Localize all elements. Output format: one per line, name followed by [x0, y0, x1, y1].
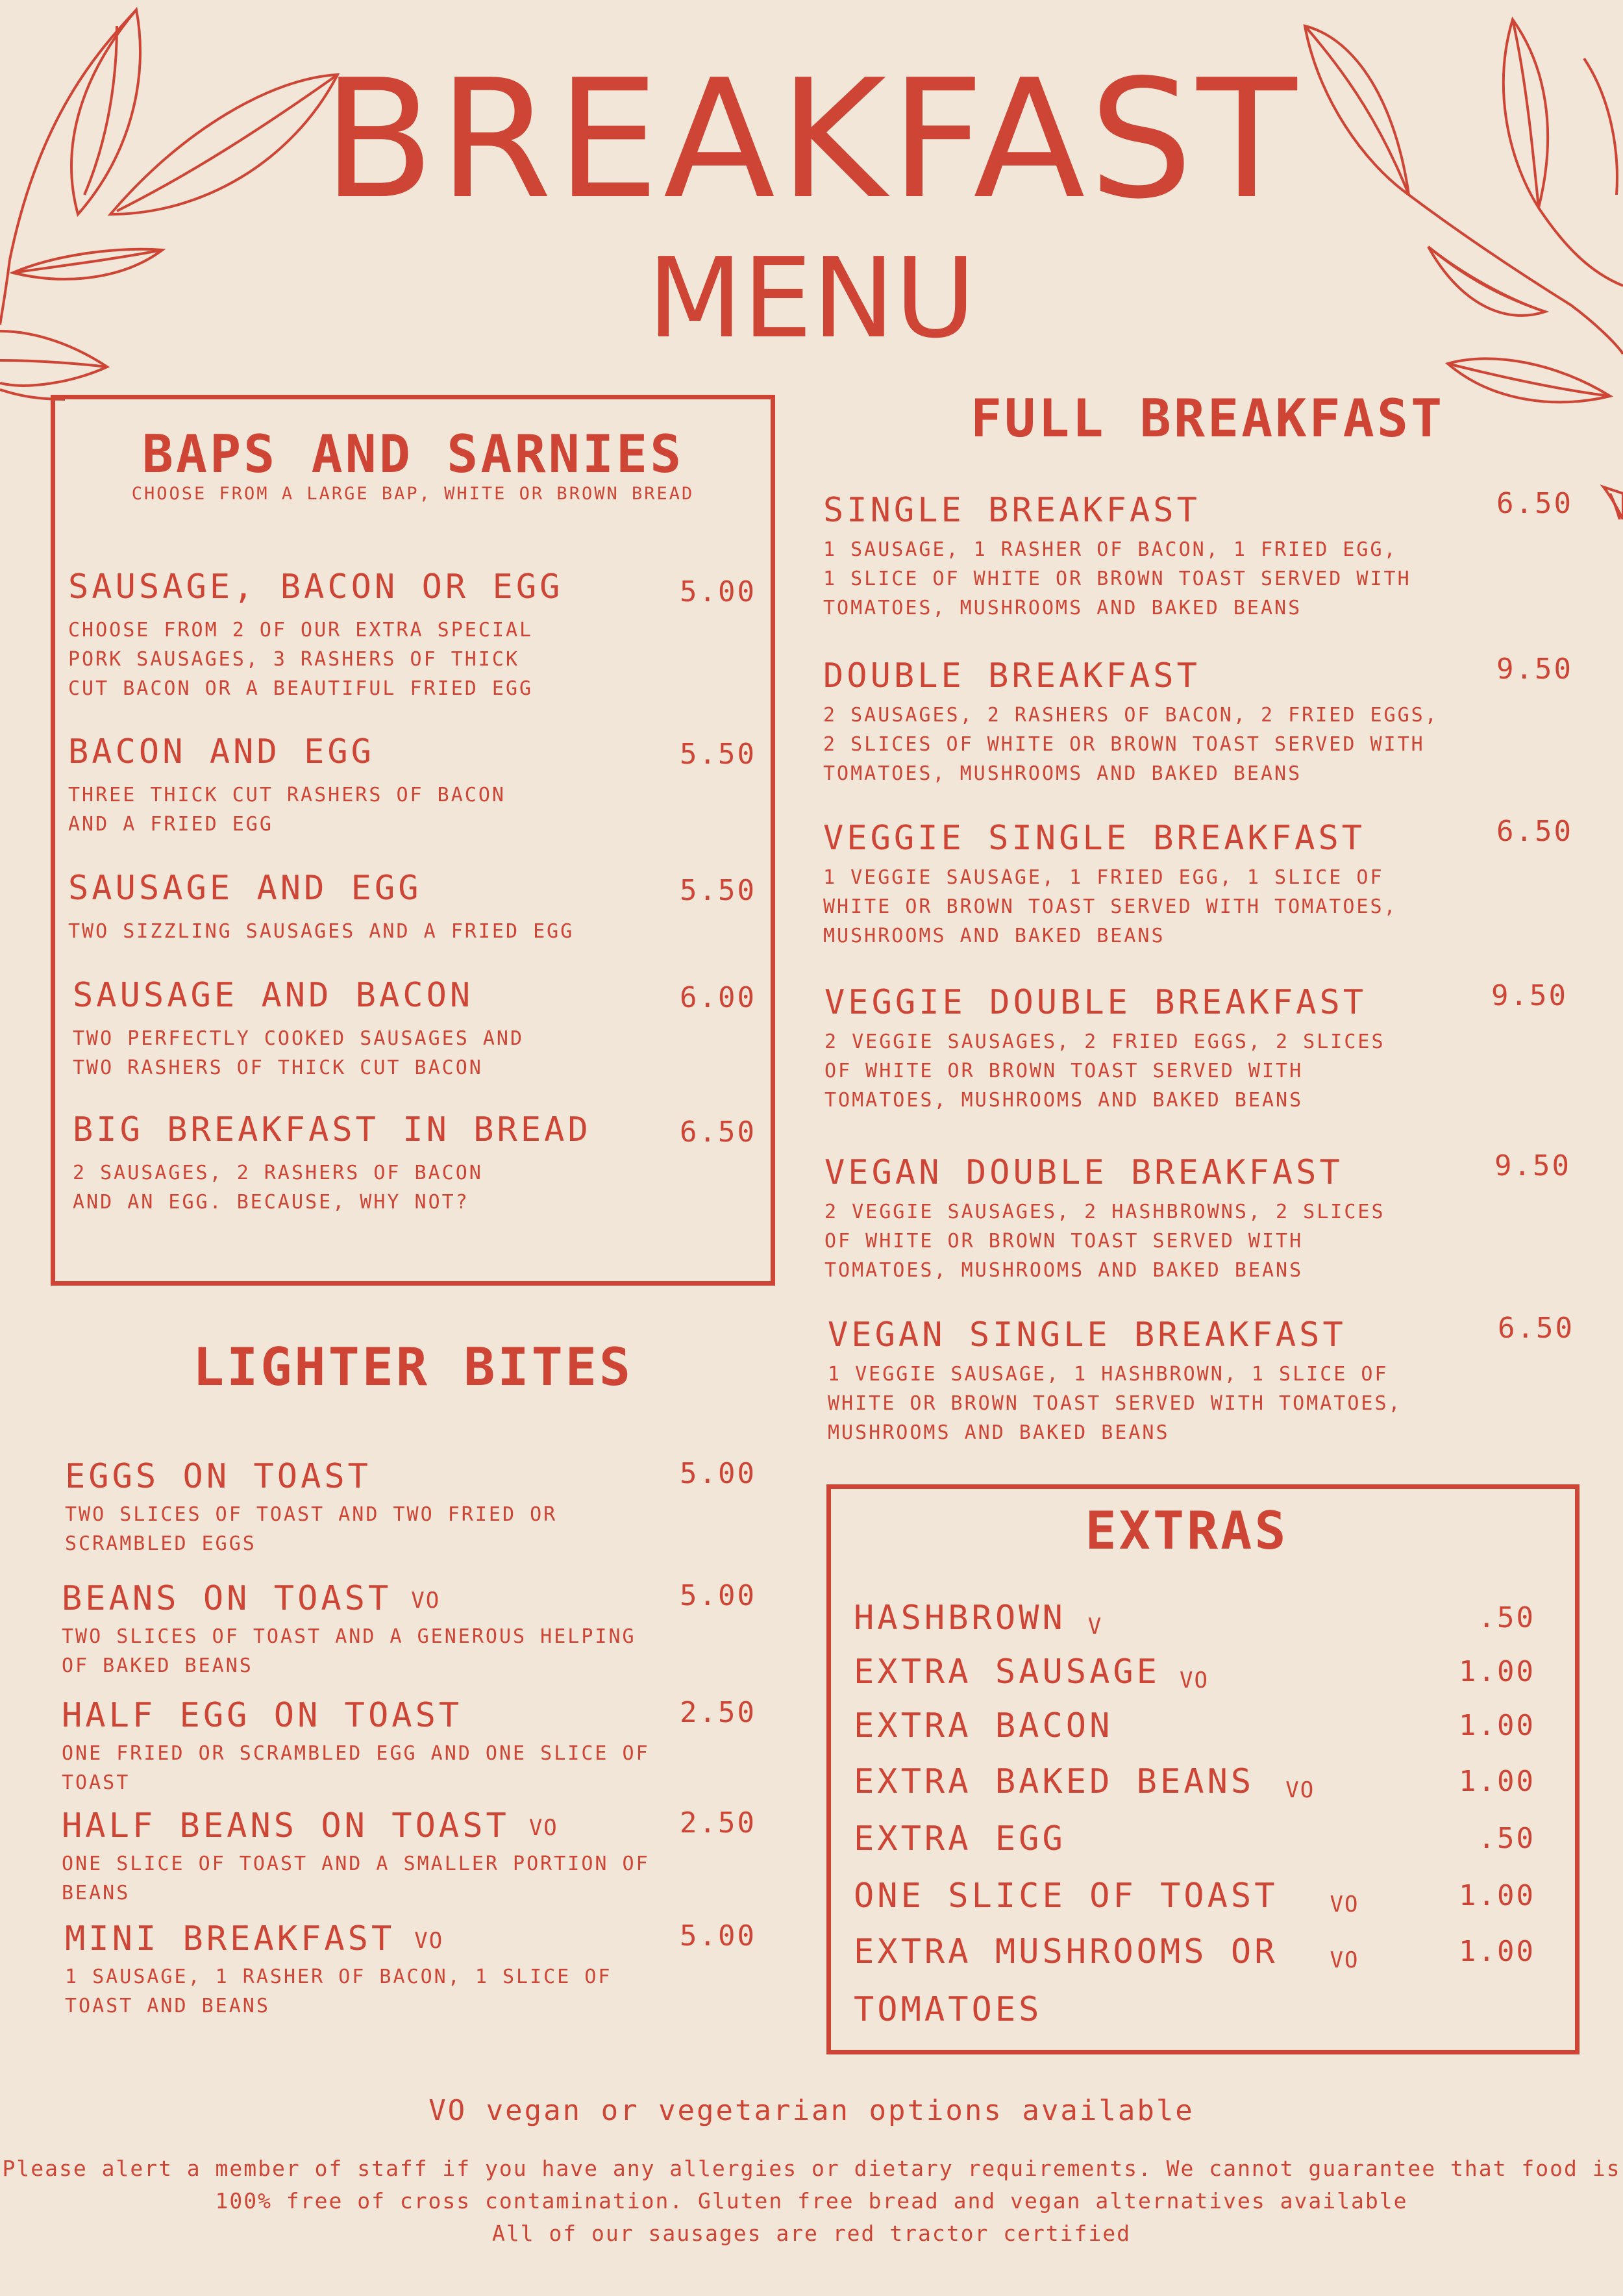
item-price: 1.00 [1459, 1655, 1535, 1688]
item-name: VEGAN SINGLE BREAKFAST [828, 1316, 1346, 1354]
item-name-text: MINI BREAKFAST [65, 1919, 395, 1958]
menu-subtitle: MENU [647, 234, 976, 363]
item-description: 2 VEGGIE SAUSAGES, 2 FRIED EGGS, 2 SLICES OF WHITE OR BROWN TOAST SERVED WITH TOMATOES, MUSHROOMS AND BAKED BEANS [824, 1030, 1385, 1112]
item-name: EXTRA SAUSAGE [854, 1653, 1160, 1691]
item-description: TWO SIZZLING SAUSAGES AND A FRIED EGG [68, 920, 575, 943]
item-description: 1 VEGGIE SAUSAGE, 1 HASHBROWN, 1 SLICE OF WHITE OR BROWN TOAST SERVED WITH TOMATOES, MUSHROOMS AND BAKED BEANS [828, 1363, 1402, 1444]
vo-tag: VO [411, 1588, 441, 1614]
item-name [65, 1457, 756, 1496]
vo-tag: VO [1285, 1777, 1315, 1803]
item-name: SINGLE BREAKFAST [823, 491, 1200, 530]
item-price: 6.50 [1496, 815, 1573, 848]
extras-item [854, 1879, 1535, 1917]
item-price: 1.00 [1459, 1765, 1535, 1798]
sausage-note: All of our sausages are red tractor certified [491, 2221, 1132, 2246]
full-item [824, 979, 1568, 1115]
lighter-item [62, 1696, 756, 1797]
item-description: 1 SAUSAGE, 1 RASHER OF BACON, 1 FRIED EGG, 1 SLICE OF WHITE OR BROWN TOAST SERVED WITH TOMATOES, MUSHROOMS AND BAKED BEANS [823, 538, 1411, 619]
item-name: EXTRA MUSHROOMS OR [854, 1932, 1278, 1971]
item-price: 6.50 [1498, 1312, 1574, 1345]
lighter-item [65, 1457, 756, 1558]
vo-note: VO vegan or vegetarian options available [428, 2094, 1195, 2127]
full-item [828, 1312, 1574, 1447]
item-description: ONE SLICE OF TOAST AND A SMALLER PORTION OF BEANS [62, 1853, 650, 1904]
vo-tag: VO [1330, 1891, 1359, 1917]
item-name: EXTRA BAKED BEANS [854, 1762, 1255, 1801]
item-price: 5.00 [680, 1919, 756, 1953]
extras-title: EXTRAS [1085, 1501, 1289, 1561]
item-name-text: HALF EGG ON TOAST [62, 1696, 463, 1735]
extras-item [854, 1932, 1535, 2029]
vo-tag: VO [528, 1815, 558, 1841]
item-description: TWO SLICES OF TOAST AND TWO FRIED OR SCRAMBLED EGGS [65, 1503, 558, 1555]
v-tag: V [1087, 1613, 1103, 1640]
item-description: TWO PERFECTLY COOKED SAUSAGES AND TWO RASHERS OF THICK CUT BACON [73, 1027, 525, 1079]
item-name-text: HALF BEANS ON TOAST [62, 1806, 510, 1845]
allergy-note-line1: Please alert a member of staff if you have any allergies or dietary requirements. We cannot guarantee that food is [2, 2156, 1621, 2181]
item-name: VEGGIE DOUBLE BREAKFAST [824, 983, 1367, 1022]
item-description: 1 VEGGIE SAUSAGE, 1 FRIED EGG, 1 SLICE OF WHITE OR BROWN TOAST SERVED WITH TOMATOES, MUSHROOMS AND BAKED BEANS [823, 866, 1398, 947]
item-price: 1.00 [1459, 1879, 1535, 1912]
extras-item [854, 1706, 1535, 1745]
item-description: ONE FRIED OR SCRAMBLED EGG AND ONE SLICE OF TOAST [62, 1742, 650, 1794]
item-name: EXTRA EGG [854, 1819, 1066, 1858]
item-price: .50 [1478, 1601, 1535, 1634]
item-price: 9.50 [1491, 979, 1568, 1012]
item-price: 1.00 [1459, 1935, 1535, 1968]
item-description: THREE THICK CUT RASHERS OF BACON AND A FRIED EGG [68, 784, 506, 836]
item-description: 1 SAUSAGE, 1 RASHER OF BACON, 1 SLICE OF TOAST AND BEANS [65, 1965, 612, 2017]
item-name: BIG BREAKFAST IN BREAD [73, 1110, 591, 1149]
item-name-text: BEANS ON TOAST [62, 1579, 392, 1618]
lighter-title: LIGHTER BITES [192, 1337, 634, 1397]
item-description: 2 SAUSAGES, 2 RASHERS OF BACON AND AN EGG. BECAUSE, WHY NOT? [73, 1162, 483, 1214]
baps-subtitle: CHOOSE FROM A LARGE BAP, WHITE OR BROWN BREAD [131, 484, 695, 504]
extras-item [854, 1601, 1535, 1640]
item-price: 5.00 [680, 1457, 756, 1490]
item-name-text: EGGS ON TOAST [65, 1457, 371, 1496]
allergy-note-line2: 100% free of cross contamination. Gluten free bread and vegan alternatives available [215, 2188, 1408, 2214]
item-price: 5.50 [680, 874, 756, 907]
vo-tag: VO [414, 1928, 444, 1954]
full-item [824, 1149, 1571, 1285]
item-price: 5.50 [680, 738, 756, 771]
item-name: SAUSAGE AND BACON [73, 976, 474, 1015]
extras-item [854, 1655, 1535, 1693]
item-name [62, 1806, 756, 1845]
item-description: CHOOSE FROM 2 OF OUR EXTRA SPECIAL PORK SAUSAGES, 3 RASHERS OF THICK CUT BACON OR A BEAUTIFUL FRIED EGG [68, 619, 534, 700]
item-name [62, 1579, 756, 1618]
extras-item [854, 1819, 1535, 1858]
full-item [823, 487, 1573, 623]
item-name [65, 1919, 756, 1958]
lighter-item [62, 1806, 756, 1908]
item-description: 2 VEGGIE SAUSAGES, 2 HASHBROWNS, 2 SLICES OF WHITE OR BROWN TOAST SERVED WITH TOMATOES, MUSHROOMS AND BAKED BEANS [824, 1201, 1385, 1282]
baps-title: BAPS AND SARNIES [142, 424, 684, 484]
full-item [823, 653, 1573, 788]
vo-tag: VO [1180, 1667, 1209, 1693]
menu-title: BREAKFAST [322, 45, 1301, 235]
item-price: 5.00 [680, 1579, 756, 1612]
item-name: DOUBLE BREAKFAST [823, 656, 1200, 695]
item-price: .50 [1478, 1822, 1535, 1855]
item-price: 9.50 [1494, 1149, 1571, 1182]
item-price: 6.00 [680, 981, 756, 1014]
item-name: VEGGIE SINGLE BREAKFAST [823, 819, 1366, 858]
item-description: TWO SLICES OF TOAST AND A GENEROUS HELPING OF BAKED BEANS [62, 1625, 636, 1677]
item-price: 6.50 [1496, 487, 1573, 520]
baps-item [68, 570, 756, 703]
item-name: ONE SLICE OF TOAST [854, 1877, 1278, 1915]
baps-item [73, 976, 756, 1082]
item-name: EXTRA BACON [854, 1706, 1113, 1745]
lighter-item [62, 1579, 756, 1680]
baps-item [68, 871, 756, 946]
full-item [823, 815, 1573, 951]
item-price: 2.50 [680, 1696, 756, 1729]
full-title: FULL BREAKFAST [970, 388, 1445, 449]
item-name: VEGAN DOUBLE BREAKFAST [824, 1153, 1343, 1192]
item-name: BACON AND EGG [68, 732, 375, 771]
item-price: 5.00 [680, 575, 756, 608]
extras-item [854, 1762, 1535, 1803]
item-price: 6.50 [680, 1116, 756, 1149]
item-name-line2: TOMATOES [854, 1990, 1043, 2029]
item-name: HASHBROWN [854, 1599, 1066, 1638]
item-name: SAUSAGE AND EGG [68, 869, 422, 908]
baps-item [73, 1110, 756, 1217]
item-description: 2 SAUSAGES, 2 RASHERS OF BACON, 2 FRIED EGGS, 2 SLICES OF WHITE OR BROWN TOAST SERVED WITH TOMATOES, MUSHROOMS AND BAKED BEANS [823, 704, 1439, 785]
item-price: 1.00 [1459, 1709, 1535, 1742]
baps-item [68, 732, 756, 839]
item-name [62, 1696, 756, 1735]
item-price: 9.50 [1496, 653, 1573, 686]
lighter-item [65, 1919, 756, 2021]
item-price: 2.50 [680, 1806, 756, 1840]
vo-tag: VO [1330, 1947, 1359, 1973]
item-name: SAUSAGE, BACON OR EGG [68, 568, 564, 606]
